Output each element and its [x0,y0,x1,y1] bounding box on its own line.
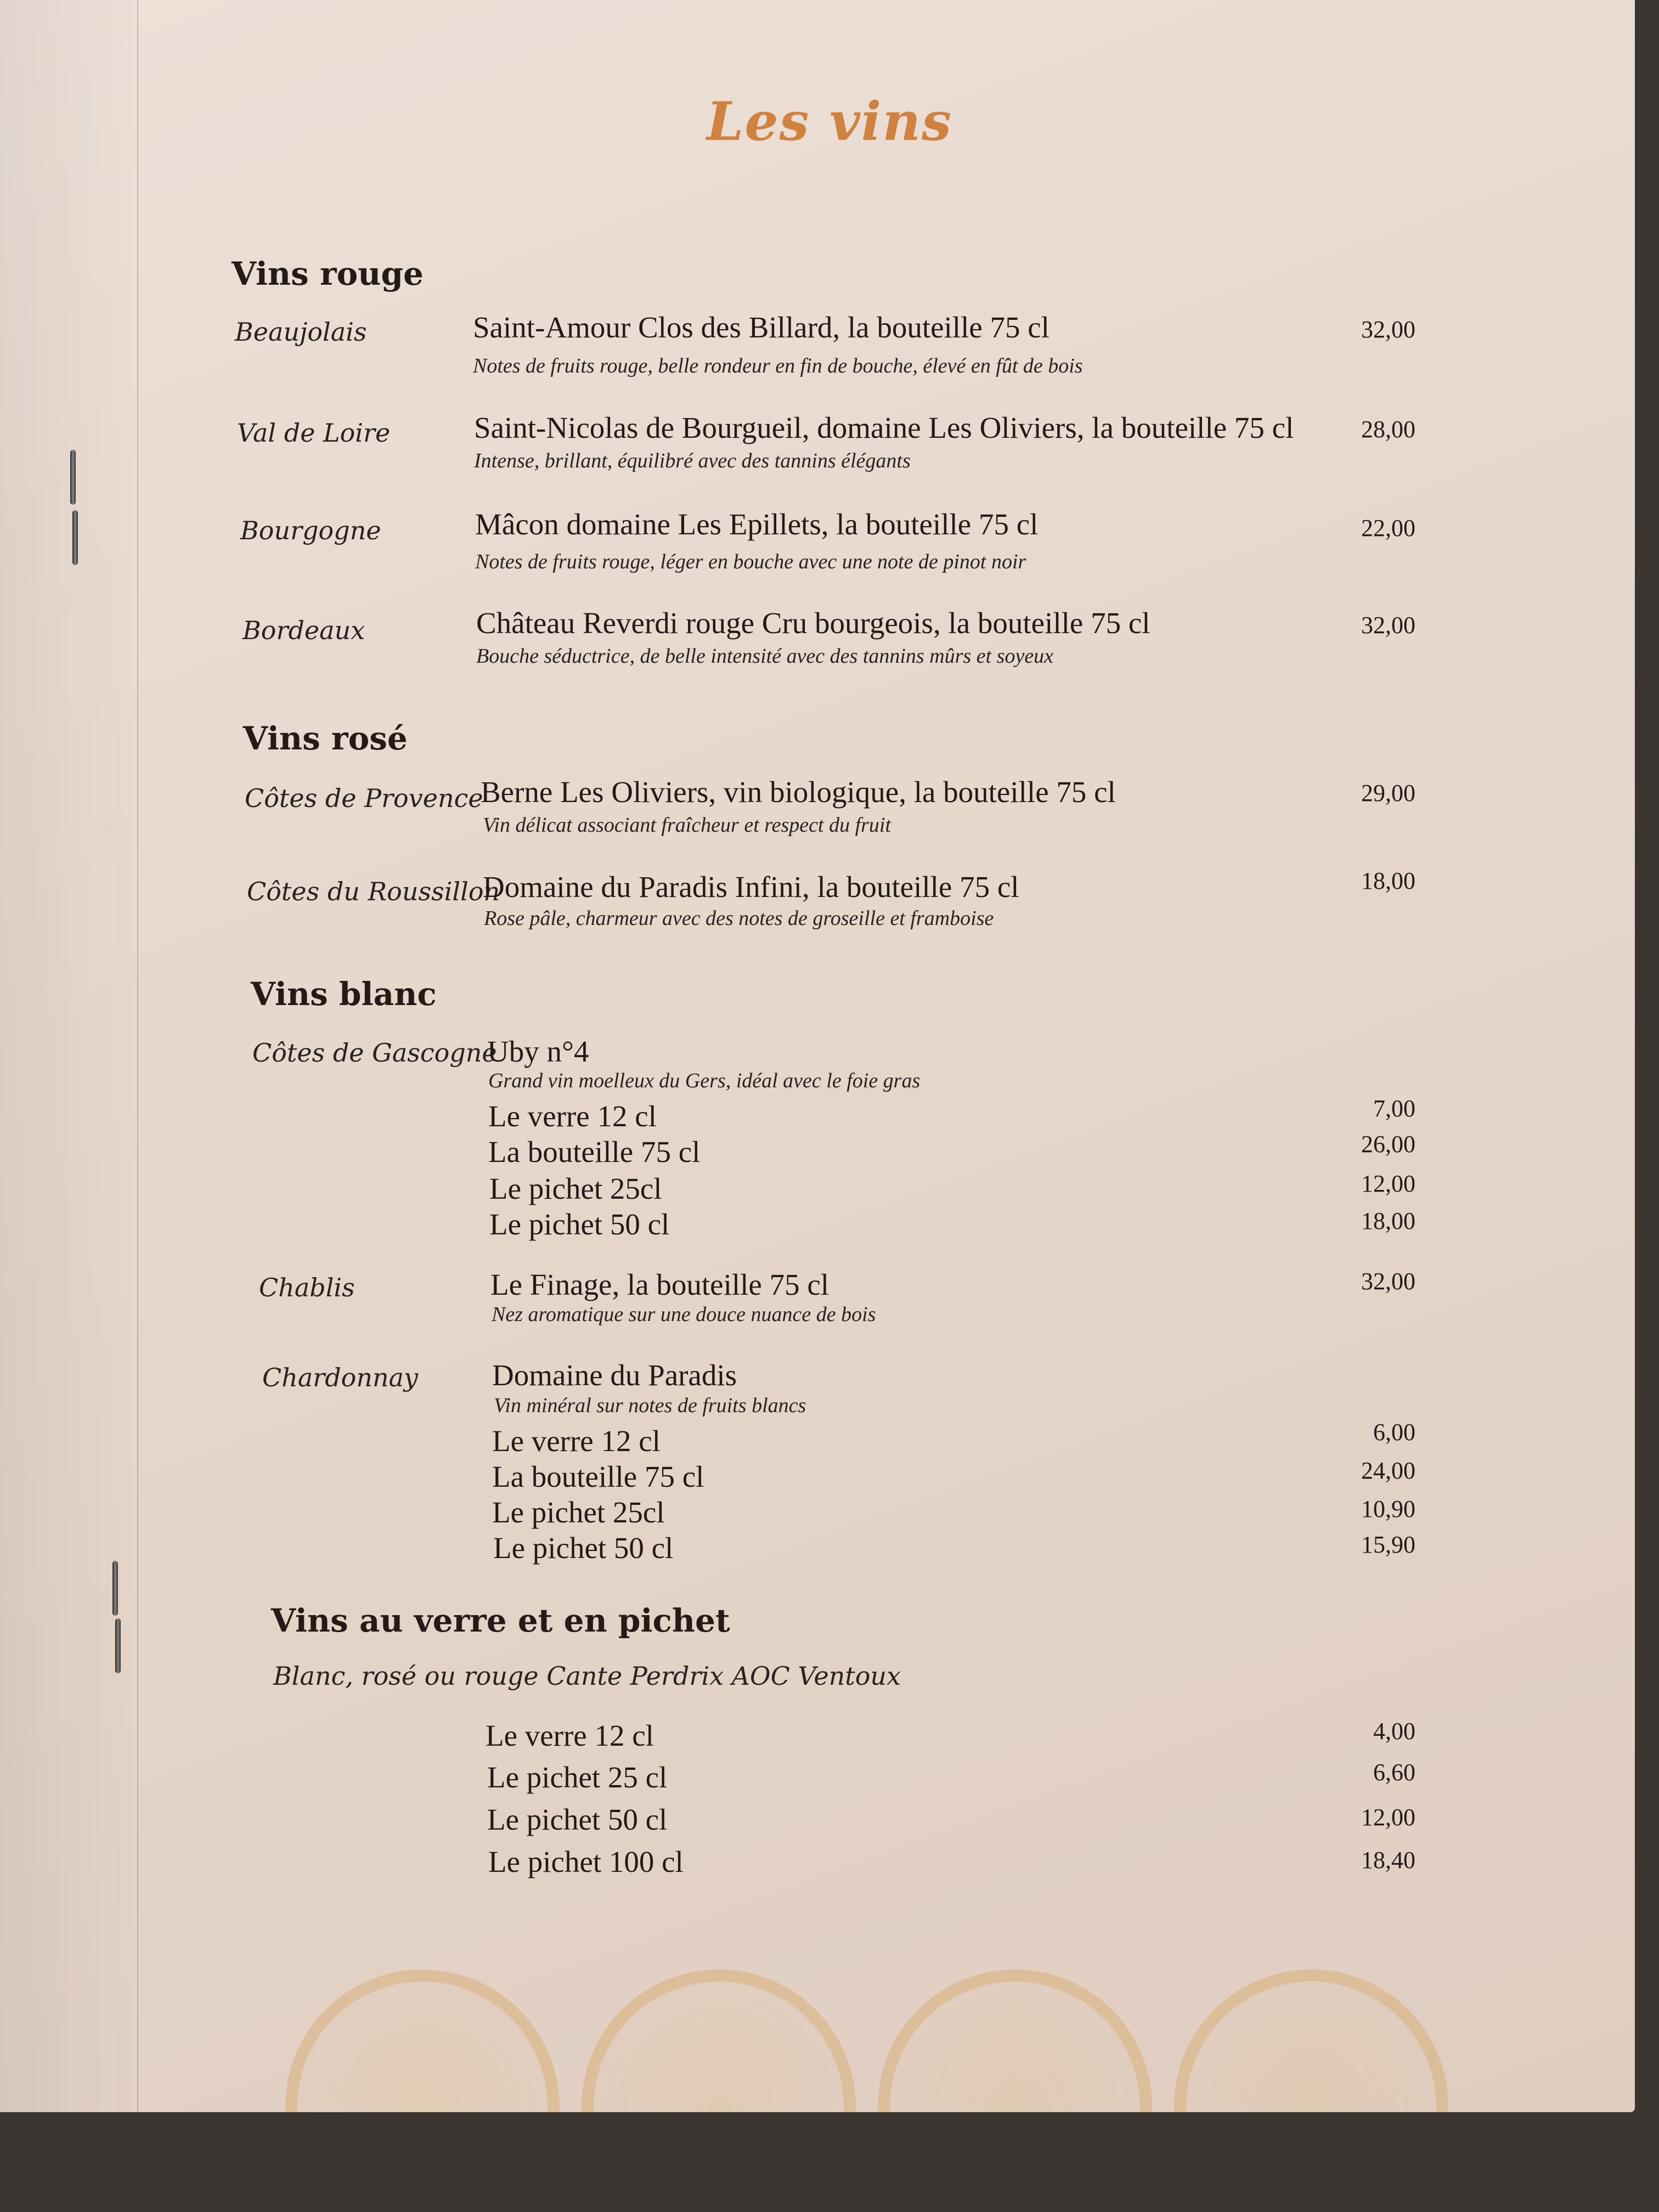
region-label: Côtes de Gascogne [252,1038,497,1068]
wine-price: 32,00 [1361,316,1415,343]
size-label: Le pichet 25cl [489,1172,662,1205]
region-label: Chablis [259,1273,355,1302]
size-price: 7,00 [1373,1095,1415,1122]
size-label: Le verre 12 cl [486,1719,654,1752]
wine-name: Château Reverdi rouge Cru bourgeois, la bouteille 75 cl [476,606,1150,640]
size-label: Le verre 12 cl [488,1099,657,1133]
region-label: Côtes du Roussillon [247,877,500,906]
wine-price: 22,00 [1361,515,1415,541]
wine-price: 18,00 [1361,867,1415,894]
size-price: 6,00 [1373,1419,1415,1446]
size-label: La bouteille 75 cl [492,1460,704,1493]
size-price: 18,00 [1361,1207,1415,1234]
wine-note: Notes de fruits rouge, belle rondeur en fin de bouche, élevé en fût de bois [473,354,1083,377]
size-price: 12,00 [1361,1170,1415,1197]
wine-price: 32,00 [1361,612,1415,639]
wine-name: Domaine du Paradis [492,1358,737,1392]
size-label: Le pichet 50 cl [487,1803,668,1836]
size-label: Le pichet 50 cl [493,1531,674,1565]
wine-note: Notes de fruits rouge, léger en bouche avec une note de pinot noir [475,550,1026,573]
wine-price: 29,00 [1361,780,1415,806]
section-heading-blanc: Vins blanc [251,975,437,1013]
size-price: 6,60 [1373,1759,1415,1786]
region-label: Bordeaux [242,616,365,645]
page-binding [0,0,138,2112]
wine-note: Intense, brillant, équilibré avec des tannins élégants [474,449,911,472]
wine-name: Domaine du Paradis Infini, la bouteille 75 cl [483,870,1019,904]
wine-name: Uby n°4 [487,1035,589,1068]
decorative-ornament [878,1970,1152,2112]
section-heading-rouge: Vins rouge [232,255,424,292]
page-title: Les vins [706,91,953,153]
size-price: 26,00 [1361,1131,1415,1158]
decorative-ornament [582,1970,856,2112]
decorative-ornament [1174,1970,1448,2112]
wine-name: Mâcon domaine Les Epillets, la bouteille 75 cl [475,507,1039,541]
size-price: 18,40 [1361,1847,1415,1874]
size-price: 12,00 [1361,1804,1415,1831]
region-label: Val de Loire [237,418,391,448]
wine-note: Vin délicat associant fraîcheur et respect du fruit [483,814,891,837]
section-heading-rose: Vins rosé [243,720,408,757]
wine-price: 28,00 [1361,416,1415,443]
size-label: La bouteille 75 cl [488,1135,701,1169]
region-label: Bourgogne [240,516,381,545]
section-subtitle: Blanc, rosé ou rouge Cante Perdrix AOC Ventoux [273,1661,901,1691]
size-price: 4,00 [1373,1718,1415,1745]
size-price: 10,90 [1361,1496,1415,1522]
binding-ring [72,510,78,565]
wine-note: Vin minéral sur notes de fruits blancs [494,1394,806,1417]
section-heading-verre: Vins au verre et en pichet [271,1602,730,1639]
size-label: Le pichet 25cl [492,1496,665,1529]
size-label: Le verre 12 cl [492,1424,661,1458]
region-label: Chardonnay [262,1363,419,1392]
wine-name: Le Finage, la bouteille 75 cl [490,1268,830,1301]
size-label: Le pichet 25 cl [487,1760,668,1794]
size-price: 15,90 [1361,1531,1415,1558]
wine-note: Nez aromatique sur une douce nuance de bois [492,1303,876,1326]
wine-price: 32,00 [1361,1268,1415,1295]
region-label: Beaujolais [235,317,367,347]
size-label: Le pichet 50 cl [489,1207,670,1241]
wine-note: Rose pâle, charmeur avec des notes de groseille et framboise [484,907,994,930]
size-label: Le pichet 100 cl [488,1845,684,1878]
binding-ring [115,1618,121,1673]
region-label: Côtes de Provence [245,783,483,813]
wine-note: Bouche séductrice, de belle intensité avec des tannins mûrs et soyeux [476,645,1054,668]
decorative-ornament [285,1970,560,2112]
wine-note: Grand vin moelleux du Gers, idéal avec le foie gras [488,1069,921,1092]
binding-ring [70,450,76,505]
size-price: 24,00 [1361,1457,1415,1484]
wine-name: Saint-Amour Clos des Billard, la bouteille 75 cl [473,311,1049,344]
wine-name: Berne Les Oliviers, vin biologique, la bouteille 75 cl [481,775,1116,809]
wine-name: Saint-Nicolas de Bourgueil, domaine Les Oliviers, la bouteille 75 cl [474,411,1294,444]
binding-ring [112,1561,118,1616]
